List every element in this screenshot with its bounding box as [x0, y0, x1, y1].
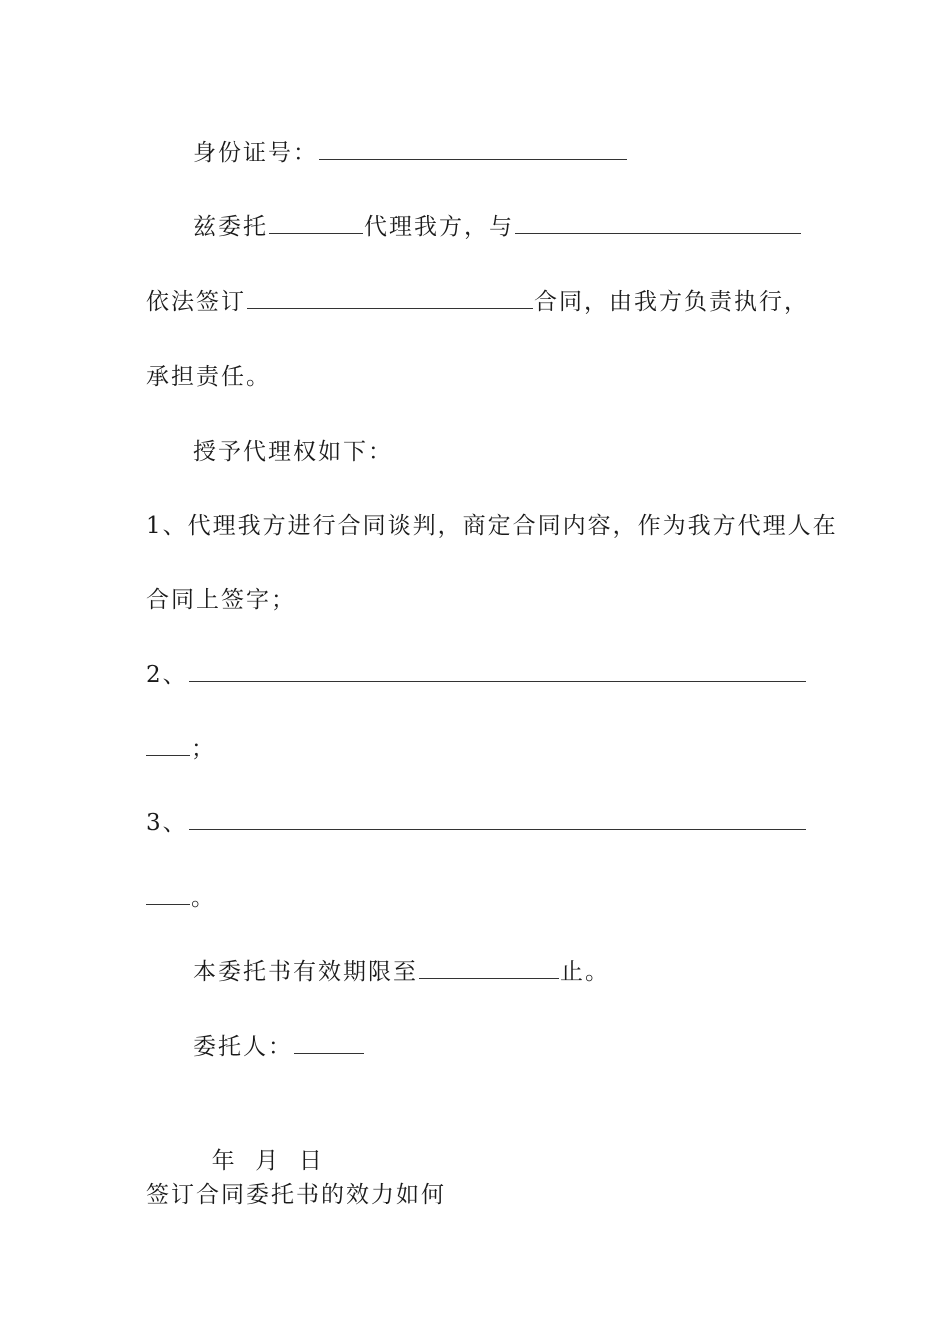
item-1-line-1	[146, 506, 838, 546]
item-1-text-1: 1、代理我方进行合同谈判，商定合同内容，作为我方代理人在	[146, 513, 838, 539]
entrust-line-3	[146, 357, 271, 397]
validity-text-b: 止。	[560, 959, 610, 985]
item-3-blank-cont	[146, 886, 190, 905]
item-3-suffix: 。	[191, 885, 216, 911]
item-2-line-2	[146, 729, 216, 769]
entrust-text-e: 承担责任。	[146, 364, 271, 390]
principal-line	[193, 1027, 365, 1067]
validity-text-a: 本委托书有效期限至	[193, 959, 418, 985]
entrust-text-b: 代理我方，与	[364, 214, 514, 240]
id-number-blank	[319, 141, 627, 160]
item-2-line-1	[146, 655, 807, 695]
item-1-text-2: 合同上签字；	[146, 587, 296, 613]
item-1-line-2	[146, 580, 296, 620]
principal-label: 委托人：	[193, 1034, 293, 1060]
item-2-prefix: 2、	[146, 662, 188, 688]
counterparty-blank	[515, 215, 801, 234]
validity-date-blank	[419, 960, 559, 979]
authority-heading-text: 授予代理权如下：	[193, 439, 393, 465]
date-text: 年 月 日	[211, 1148, 324, 1174]
entrust-text-a: 兹委托	[193, 214, 268, 240]
entrust-text-d: 合同，由我方负责执行，	[534, 289, 809, 315]
item-2-blank-cont	[146, 737, 190, 756]
item-3-line-1	[146, 803, 807, 843]
date-line	[193, 1101, 324, 1174]
item-2-suffix: ；	[191, 736, 216, 762]
validity-line	[193, 952, 610, 992]
entrust-line-2	[146, 282, 809, 322]
section-heading-text: 签订合同委托书的效力如何	[146, 1182, 446, 1208]
principal-blank	[294, 1035, 364, 1054]
entrust-line-1	[193, 207, 802, 247]
entrust-text-c: 依法签订	[146, 289, 246, 315]
item-2-blank	[189, 663, 806, 682]
id-number-label: 身份证号：	[193, 140, 318, 166]
id-number-line	[193, 133, 628, 173]
item-3-prefix: 3、	[146, 810, 188, 836]
section-heading	[146, 1175, 446, 1215]
contract-name-blank	[247, 290, 533, 309]
item-3-blank	[189, 811, 806, 830]
agent-name-blank	[269, 215, 363, 234]
item-3-line-2	[146, 878, 216, 918]
authority-heading	[193, 432, 393, 472]
